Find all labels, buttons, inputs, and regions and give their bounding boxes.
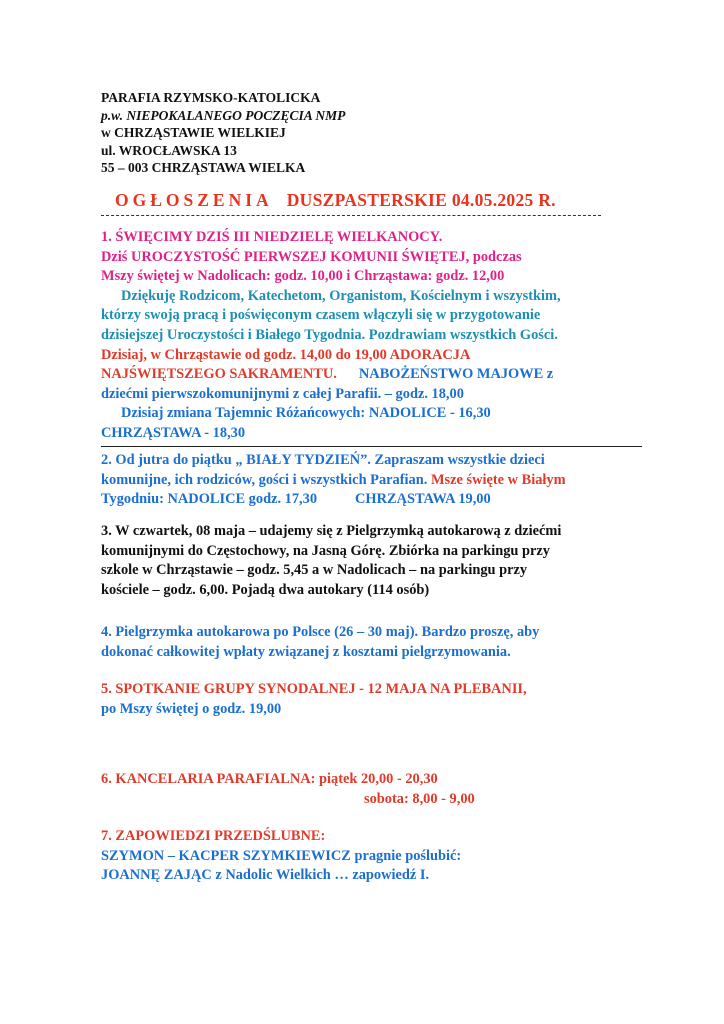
- section-line: sobota: 8,00 - 9,00: [364, 790, 475, 807]
- line-part: NABOŻEŃSTWO MAJOWE z: [358, 366, 554, 383]
- section-line: kościele – godz. 6,00. Pojadą dwa autokary (114 osób): [101, 581, 430, 598]
- section-1: [101, 228, 646, 444]
- title-word: OGŁOSZENIA: [115, 190, 273, 210]
- section-line: 6. KANCELARIA PARAFIALNA: piątek 20,00 - 20,30: [101, 771, 438, 787]
- section-line: JOANNĘ ZAJĄC z Nadolic Wielkich … zapowiedź I.: [101, 867, 430, 884]
- section-line: 1. ŚWIĘCIMY DZIŚ III NIEDZIELĘ WIELKANOCY.: [101, 229, 443, 245]
- section-line: Dziś UROCZYSTOŚĆ PIERWSZEJ KOMUNII ŚWIĘTEJ, podczas: [101, 248, 522, 265]
- section-line: Dziękuję Rodzicom, Katechetom, Organistom, Kościelnym i wszystkim,: [121, 287, 561, 304]
- title-date: DUSZPASTERSKIE 04.05.2025 R.: [286, 190, 556, 210]
- dashed-divider: [101, 215, 601, 216]
- line-part: NAJŚWIĘTSZEGO SAKRAMENTU.: [101, 366, 337, 383]
- section-line: Dzisiaj, w Chrząstawie od godz. 14,00 do 19,00 ADORACJA: [101, 346, 471, 363]
- section-6: [101, 770, 475, 809]
- section-3: [101, 522, 646, 600]
- section-2: [101, 451, 646, 510]
- section-line: CHRZĄSTAWA - 18,30: [101, 424, 246, 441]
- section-divider: [101, 446, 642, 447]
- section-line: po Mszy świętej o godz. 19,00: [101, 700, 282, 717]
- section-line: dokonać całkowitej wpłaty związanej z kosztami pielgrzymowania.: [101, 643, 511, 660]
- header-line: ul. WROCŁAWSKA 13: [101, 142, 237, 158]
- section-5: [101, 680, 646, 719]
- section-line: [101, 365, 646, 385]
- header-line: p.w. NIEPOKALANEGO POCZĘCIA NMP: [101, 107, 346, 123]
- section-line: [101, 471, 646, 491]
- header-line: PARAFIA RZYMSKO-KATOLICKA: [101, 90, 321, 105]
- announcement-title: [115, 190, 556, 211]
- header-line: w CHRZĄSTAWIE WIELKIEJ: [101, 125, 286, 140]
- section-line: 5. SPOTKANIE GRUPY SYNODALNEJ - 12 MAJA NA PLEBANII,: [101, 681, 527, 697]
- section-line: którzy swoją pracą i poświęconym czasem włączyli się w przygotowanie: [101, 307, 541, 324]
- section-line: szkole w Chrząstawie – godz. 5,45 a w Nadolicach – na parkingu przy: [101, 562, 528, 579]
- section-line: Dzisiaj zmiana Tajemnic Różańcowych: NADOLICE - 16,30: [121, 405, 491, 422]
- section-line: 3. W czwartek, 08 maja – udajemy się z Pielgrzymką autokarową z dziećmi: [101, 523, 562, 539]
- line-part: komunijne, ich rodziców, gości i wszystkich Parafian.: [101, 471, 428, 488]
- section-line: 4. Pielgrzymka autokarowa po Polsce (26 – 30 maj). Bardzo proszę, aby: [101, 624, 540, 640]
- section-line: 7. ZAPOWIEDZI PRZEDŚLUBNE:: [101, 828, 326, 844]
- section-line: 2. Od jutra do piątku „ BIAŁY TYDZIEŃ”. Zapraszam wszystkie dzieci: [101, 452, 545, 468]
- section-line: dziećmi pierwszokomunijnymi z całej Parafii. – godz. 18,00: [101, 385, 464, 402]
- section-line: dzisiejszej Uroczystości i Białego Tygodnia. Pozdrawiam wszystkich Gości.: [101, 326, 558, 343]
- line-part: CHRZĄSTAWA 19,00: [355, 491, 491, 508]
- section-4: [101, 623, 646, 662]
- parish-header: [101, 89, 345, 177]
- line-part: Msze święte w Białym: [430, 471, 566, 488]
- header-line: 55 – 003 CHRZĄSTAWA WIELKA: [101, 160, 306, 175]
- section-line: komunijnymi do Częstochowy, na Jasną Górę. Zbiórka na parkingu przy: [101, 542, 550, 559]
- line-part: Tygodniu: NADOLICE godz. 17,30: [101, 491, 318, 508]
- section-7: [101, 827, 646, 886]
- section-line: Mszy świętej w Nadolicach: godz. 10,00 i Chrząstawa: godz. 12,00: [101, 268, 505, 285]
- section-line: [101, 490, 646, 510]
- section-line: SZYMON – KACPER SZYMKIEWICZ pragnie poślubić:: [101, 847, 462, 864]
